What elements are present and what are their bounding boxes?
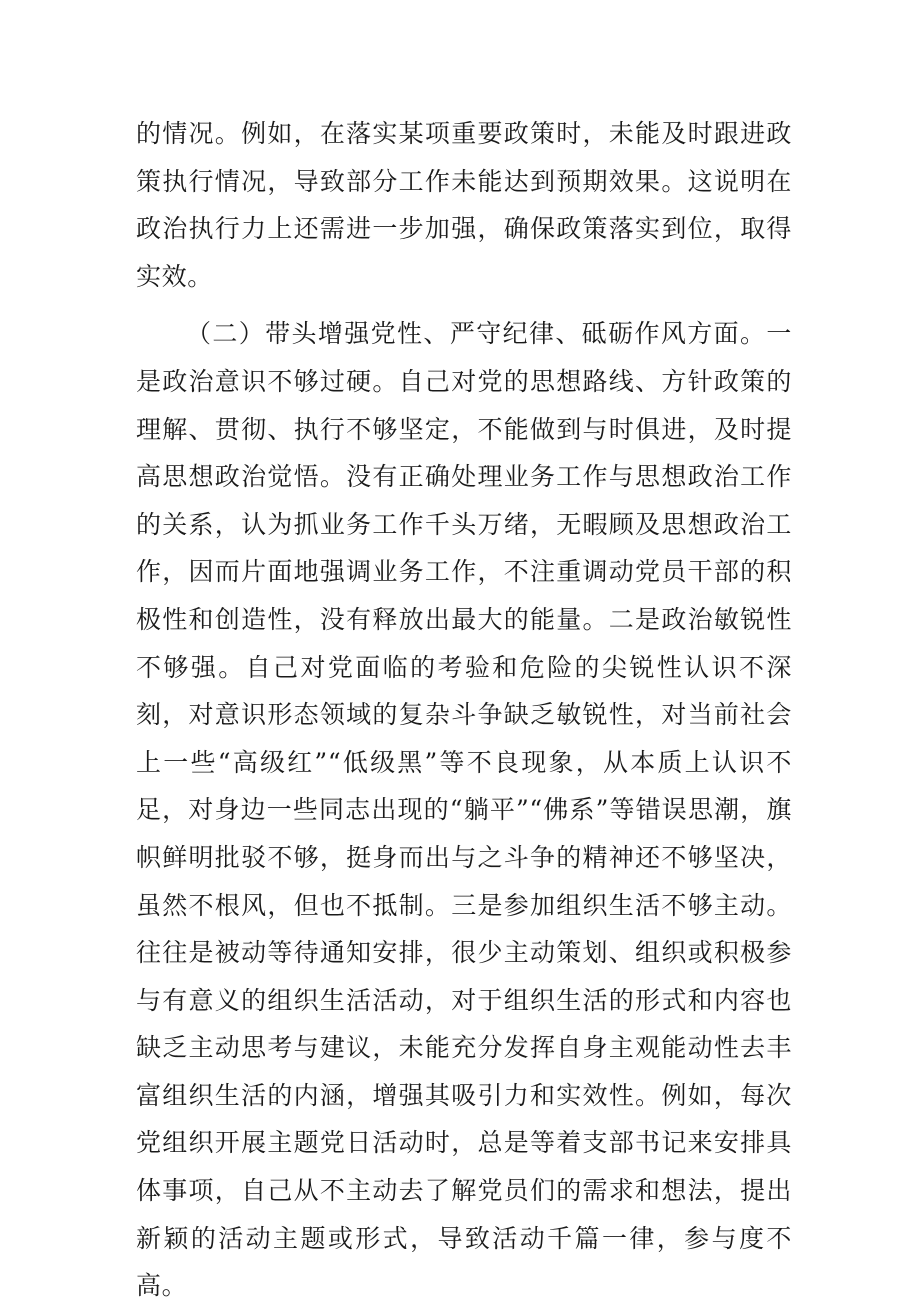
document-body: [136, 110, 792, 1310]
paragraph-section-two: （二）带头增强党性、严守纪律、砥砺作风方面。一是政治意识不够过硬。自己对党的思想路线、方针政策的理解、贯彻、执行不够坚定，不能做到与时俱进，及时提高思想政治觉悟。没有正确处理业务工作与思想政治工作的关系，认为抓业务工作千头万绪，无暇顾及思想政治工作，因而片面地强调业务工作，不注重调动党员干部的积极性和创造性，没有释放出最大的能量。二是政治敏锐性不够强。自己对党面临的考验和危险的尖锐性认识不深刻，对意识形态领域的复杂斗争缺乏敏锐性，对当前社会上一些“高级红”“低级黑”等不良现象，从本质上认识不足，对身边一些同志出现的“躺平”“佛系”等错误思潮，旗帜鲜明批驳不够，挺身而出与之斗争的精神还不够坚决，虽然不根风，但也不抵制。三是参加组织生活不够主动。往往是被动等待通知安排，很少主动策划、组织或积极参与有意义的组织生活活动，对于组织生活的形式和内容也缺乏主动思考与建议，未能充分发挥自身主观能动性去丰富组织生活的内涵，增强其吸引力和实效性。例如，每次党组织开展主题党日活动时，总是等着支部书记来安排具体事项，自己从不主动去了解党员们的需求和想法，提出新颖的活动主题或形式，导致活动千篇一律，参与度不高。: [136, 319, 792, 1301]
paragraph-continuation: 的情况。例如，在落实某项重要政策时，未能及时跟进政策执行情况，导致部分工作未能达到预期效果。这说明在政治执行力上还需进一步加强，确保政策落实到位，取得实效。: [136, 119, 792, 291]
